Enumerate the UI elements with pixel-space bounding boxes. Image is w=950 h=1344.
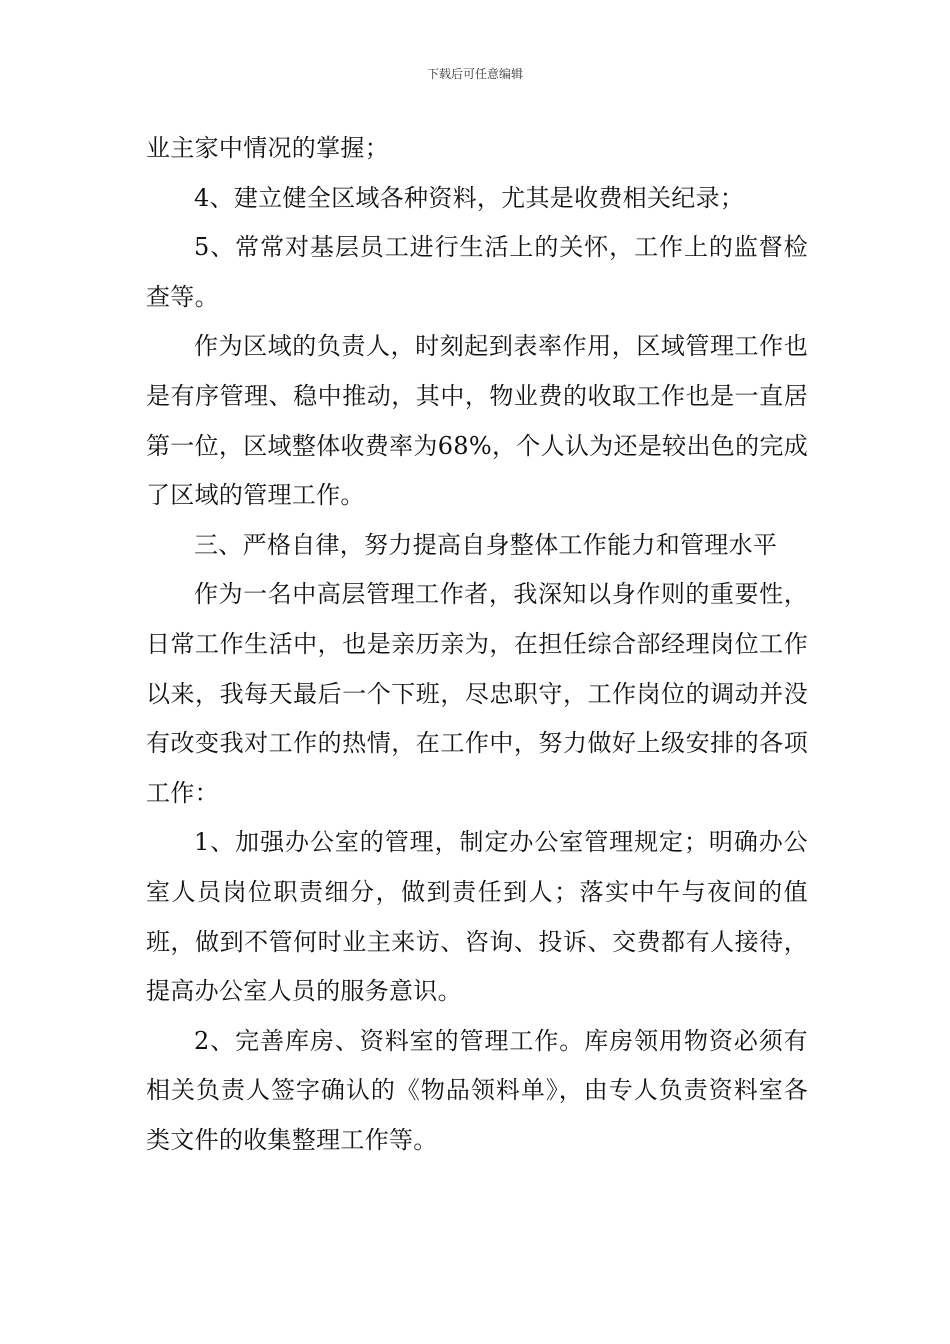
paragraph-7: 1、加强办公室的管理，制定办公室管理规定；明确办公室人员岗位职责细分，做到责任到人；落实中午与夜间的值班，做到不管何时业主来访、咨询、投诉、交费都有人接待，提高办公室人员的服务意识。 xyxy=(146,828,808,1006)
page-header: 下载后可任意编辑 xyxy=(426,67,523,81)
paragraph-2: 4、建立健全区域各种资料，尤其是收费相关纪录； xyxy=(194,183,745,212)
paragraph-4: 作为区域的负责人，时刻起到表率作用，区域管理工作也是有序管理、稳中推动，其中，物业费的收取工作也是一直居第一位，区域整体收费率为68%，个人认为还是较出色的完成了区域的管理工作。 xyxy=(146,332,808,510)
paragraph-1: 业主家中情况的掌握； xyxy=(146,134,389,162)
paragraph-3: 5、常常对基层员工进行生活上的关怀，工作上的监督检查等。 xyxy=(146,233,808,311)
section-heading-3: 三、严格自律，努力提高自身整体工作能力和管理水平 xyxy=(194,530,778,559)
paragraph-8: 2、完善库房、资料室的管理工作。库房领用物资必须有相关负责人签字确认的《物品领料单》，由专人负责资料室各类文件的收集整理工作等。 xyxy=(146,1026,808,1154)
paragraph-6: 作为一名中高层管理工作者，我深知以身作则的重要性，日常工作生活中，也是亲历亲为，在担任综合部经理岗位工作以来，我每天最后一个下班，尽忠职守，工作岗位的调动并没有改变我对工作的热情，在工作中，努力做好上级安排的各项工作： xyxy=(146,580,808,807)
document-body xyxy=(146,124,808,1165)
